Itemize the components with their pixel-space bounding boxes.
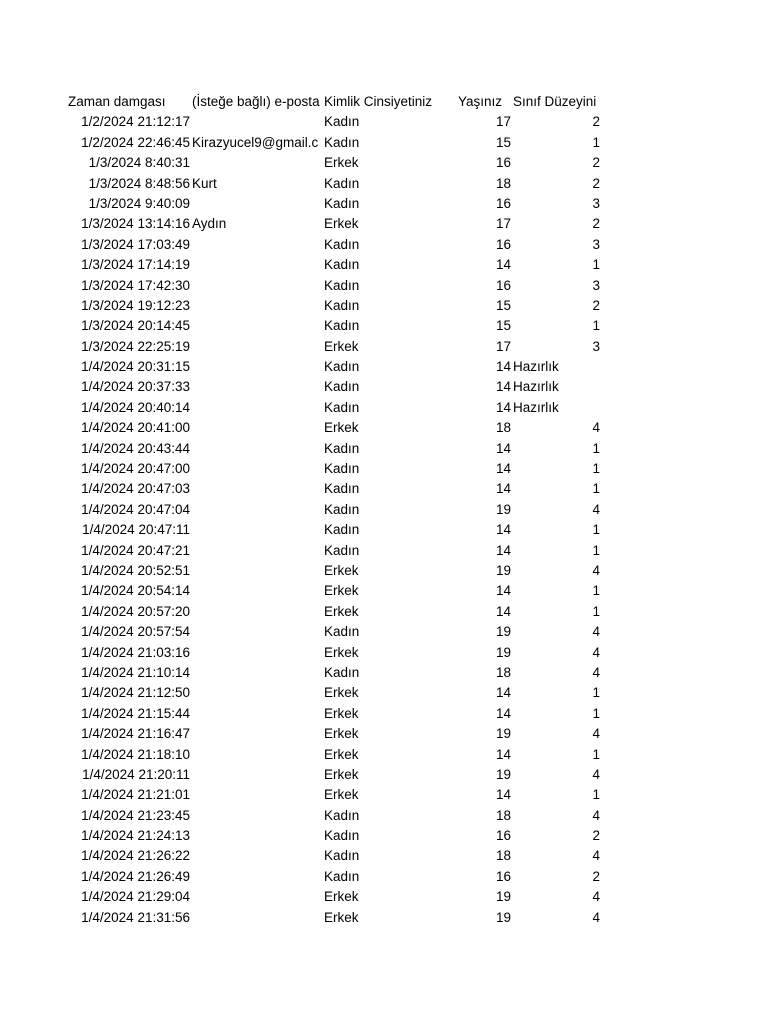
cell-age: 14 [495, 359, 511, 375]
table-row [0, 663, 768, 683]
cell-gender: Kadın [324, 399, 360, 415]
cell-age: 16 [495, 155, 511, 171]
cell-level: 3 [592, 236, 600, 252]
cell-timestamp: 1/4/2024 21:10:14 [81, 664, 190, 680]
table-row [0, 500, 768, 520]
cell-timestamp: 1/4/2024 21:29:04 [81, 889, 190, 905]
cell-gender: Kadın [324, 175, 360, 191]
table-row [0, 745, 768, 765]
cell-timestamp: 1/4/2024 21:03:16 [81, 644, 190, 660]
cell-gender: Kadın [324, 236, 360, 252]
header-email: (İsteğe bağlı) e-posta [192, 94, 320, 109]
table-row [0, 643, 768, 663]
cell-level: 2 [592, 216, 600, 232]
cell-gender: Erkek [324, 746, 359, 762]
cell-age: 17 [495, 338, 511, 354]
cell-age: 19 [495, 889, 511, 905]
cell-age: 14 [495, 481, 511, 497]
cell-timestamp: 1/4/2024 20:47:11 [82, 522, 190, 538]
cell-level: 4 [592, 889, 600, 905]
cell-level: 4 [592, 726, 600, 742]
cell-gender: Kadın [324, 828, 360, 844]
cell-gender: Kadın [324, 379, 360, 395]
cell-age: 18 [495, 848, 511, 864]
cell-gender: Erkek [324, 909, 359, 925]
cell-level: 1 [592, 705, 600, 721]
table-row [0, 255, 768, 275]
cell-level: 4 [592, 807, 600, 823]
cell-timestamp: 1/4/2024 21:12:50 [81, 685, 190, 701]
cell-level: 4 [592, 848, 600, 864]
cell-gender: Erkek [324, 338, 359, 354]
cell-timestamp: 1/4/2024 21:26:22 [81, 848, 190, 864]
cell-age: 18 [495, 420, 511, 436]
table-row [0, 846, 768, 866]
table-row [0, 337, 768, 357]
cell-gender: Erkek [324, 644, 359, 660]
table-row [0, 377, 768, 397]
cell-age: 14 [495, 685, 511, 701]
table-row [0, 602, 768, 622]
cell-gender: Kadın [324, 297, 360, 313]
cell-timestamp: 1/4/2024 21:16:47 [81, 726, 190, 742]
cell-timestamp: 1/3/2024 8:48:56 [88, 175, 190, 191]
cell-age: 19 [495, 501, 511, 517]
table-row [0, 908, 768, 928]
cell-timestamp: 1/4/2024 20:40:14 [81, 399, 190, 415]
cell-timestamp: 1/3/2024 20:14:45 [81, 318, 190, 334]
cell-age: 17 [495, 216, 511, 232]
cell-email: Kurt [192, 175, 217, 191]
cell-level: 1 [592, 522, 600, 538]
cell-level: 1 [592, 746, 600, 762]
header-age: Yaşınız [457, 94, 502, 109]
cell-timestamp: 1/4/2024 20:47:21 [81, 542, 190, 558]
cell-level: 3 [592, 338, 600, 354]
cell-age: 15 [495, 297, 511, 313]
cell-level: 1 [592, 257, 600, 273]
cell-gender: Kadın [324, 522, 360, 538]
cell-age: 16 [495, 277, 511, 293]
cell-age: 14 [495, 461, 511, 477]
cell-timestamp: 1/3/2024 8:40:31 [88, 155, 190, 171]
cell-gender: Erkek [324, 603, 359, 619]
table-row [0, 418, 768, 438]
table-row [0, 622, 768, 642]
header-timestamp: Zaman damgası [68, 94, 166, 109]
cell-level: 4 [592, 420, 600, 436]
cell-gender: Kadın [324, 868, 360, 884]
cell-gender: Erkek [324, 889, 359, 905]
table-row [0, 887, 768, 907]
cell-timestamp: 1/3/2024 22:25:19 [81, 338, 190, 354]
table-row [0, 357, 768, 377]
cell-gender: Erkek [324, 685, 359, 701]
cell-age: 19 [495, 766, 511, 782]
cell-age: 14 [495, 603, 511, 619]
cell-level: 4 [592, 909, 600, 925]
cell-level: 3 [592, 195, 600, 211]
cell-timestamp: 1/4/2024 21:24:13 [81, 828, 190, 844]
cell-level: 2 [592, 828, 600, 844]
cell-age: 18 [495, 664, 511, 680]
data-table [0, 92, 768, 928]
cell-age: 19 [495, 624, 511, 640]
cell-gender: Kadın [324, 542, 360, 558]
cell-email: Aydın [192, 216, 227, 232]
cell-age: 14 [495, 583, 511, 599]
table-row [0, 235, 768, 255]
cell-email: Kirazyucel9@gmail.c [192, 134, 319, 150]
cell-level: 1 [592, 603, 600, 619]
cell-timestamp: 1/4/2024 21:18:10 [81, 746, 190, 762]
cell-timestamp: 1/3/2024 17:42:30 [81, 277, 190, 293]
cell-gender: Kadın [324, 114, 360, 130]
cell-age: 18 [495, 175, 511, 191]
cell-gender: Erkek [324, 705, 359, 721]
cell-timestamp: 1/4/2024 20:57:54 [81, 624, 190, 640]
cell-timestamp: 1/4/2024 20:47:00 [81, 461, 190, 477]
table-row [0, 541, 768, 561]
cell-level: 3 [592, 277, 600, 293]
cell-age: 19 [495, 644, 511, 660]
table-row [0, 785, 768, 805]
cell-gender: Kadın [324, 318, 360, 334]
cell-timestamp: 1/4/2024 21:26:49 [81, 868, 190, 884]
cell-age: 14 [495, 399, 511, 415]
cell-gender: Erkek [324, 726, 359, 742]
cell-timestamp: 1/4/2024 20:47:03 [81, 481, 190, 497]
cell-gender: Kadın [324, 664, 360, 680]
cell-level: 4 [592, 624, 600, 640]
cell-timestamp: 1/4/2024 20:57:20 [81, 603, 190, 619]
table-row [0, 316, 768, 336]
cell-level: Hazırlık [513, 379, 559, 395]
cell-level: 2 [592, 155, 600, 171]
cell-age: 14 [495, 257, 511, 273]
cell-age: 14 [495, 522, 511, 538]
cell-timestamp: 1/4/2024 20:31:15 [81, 359, 190, 375]
table-row [0, 174, 768, 194]
cell-age: 14 [495, 440, 511, 456]
cell-gender: Erkek [324, 787, 359, 803]
cell-age: 15 [495, 318, 511, 334]
cell-level: 1 [592, 481, 600, 497]
cell-gender: Erkek [324, 420, 359, 436]
cell-gender: Erkek [324, 766, 359, 782]
cell-level: 2 [592, 297, 600, 313]
cell-level: 2 [592, 868, 600, 884]
table-row [0, 153, 768, 173]
cell-timestamp: 1/3/2024 17:03:49 [81, 236, 190, 252]
cell-timestamp: 1/3/2024 17:14:19 [81, 257, 190, 273]
table-row [0, 806, 768, 826]
table-row [0, 520, 768, 540]
table-row [0, 194, 768, 214]
cell-age: 16 [495, 195, 511, 211]
cell-level: 2 [592, 175, 600, 191]
table-row [0, 479, 768, 499]
cell-timestamp: 1/4/2024 21:21:01 [81, 787, 190, 803]
table-row [0, 133, 768, 153]
table-row [0, 765, 768, 785]
table-row [0, 459, 768, 479]
cell-gender: Kadın [324, 501, 360, 517]
cell-gender: Kadın [324, 848, 360, 864]
cell-level: 4 [592, 562, 600, 578]
table-row [0, 214, 768, 234]
cell-age: 17 [495, 114, 511, 130]
cell-level: 4 [592, 644, 600, 660]
cell-gender: Kadın [324, 461, 360, 477]
table-row [0, 826, 768, 846]
table-row [0, 581, 768, 601]
cell-age: 14 [495, 705, 511, 721]
cell-level: 1 [592, 461, 600, 477]
cell-timestamp: 1/4/2024 21:23:45 [81, 807, 190, 823]
cell-gender: Erkek [324, 562, 359, 578]
cell-level: 4 [592, 501, 600, 517]
table-row [0, 561, 768, 581]
cell-level: Hazırlık [513, 359, 559, 375]
cell-timestamp: 1/4/2024 20:47:04 [81, 501, 190, 517]
cell-timestamp: 1/4/2024 20:43:44 [81, 440, 190, 456]
cell-level: 4 [592, 664, 600, 680]
header-gender: Kimlik Cinsiyetiniz [324, 94, 433, 109]
table-row [0, 296, 768, 316]
table-row [0, 704, 768, 724]
table-row [0, 112, 768, 132]
table-row [0, 683, 768, 703]
cell-age: 18 [495, 807, 511, 823]
cell-gender: Kadın [324, 195, 360, 211]
cell-age: 14 [495, 787, 511, 803]
cell-gender: Erkek [324, 155, 359, 171]
cell-level: Hazırlık [513, 399, 559, 415]
cell-gender: Kadın [324, 807, 360, 823]
cell-gender: Kadın [324, 359, 360, 375]
cell-gender: Kadın [324, 277, 360, 293]
cell-timestamp: 1/4/2024 20:52:51 [81, 562, 190, 578]
table-row [0, 724, 768, 744]
cell-age: 16 [495, 828, 511, 844]
table-row [0, 398, 768, 418]
header-level: Sınıf Düzeyini [513, 94, 597, 109]
cell-level: 2 [592, 114, 600, 130]
cell-level: 1 [592, 583, 600, 599]
cell-gender: Erkek [324, 583, 359, 599]
cell-age: 16 [495, 868, 511, 884]
cell-level: 1 [592, 542, 600, 558]
cell-timestamp: 1/2/2024 22:46:45 [81, 134, 190, 150]
cell-level: 1 [592, 685, 600, 701]
cell-age: 19 [495, 726, 511, 742]
cell-age: 19 [495, 909, 511, 925]
cell-level: 1 [592, 787, 600, 803]
cell-timestamp: 1/4/2024 21:31:56 [81, 909, 190, 925]
cell-timestamp: 1/3/2024 13:14:16 [81, 216, 190, 232]
cell-age: 19 [495, 562, 511, 578]
cell-age: 14 [495, 542, 511, 558]
cell-gender: Kadın [324, 481, 360, 497]
cell-gender: Kadın [324, 624, 360, 640]
cell-timestamp: 1/4/2024 21:20:11 [82, 766, 190, 782]
cell-gender: Kadın [324, 134, 360, 150]
table-body [0, 112, 768, 928]
cell-age: 14 [495, 746, 511, 762]
cell-level: 1 [592, 134, 600, 150]
table-row [0, 276, 768, 296]
cell-timestamp: 1/3/2024 19:12:23 [81, 297, 190, 313]
cell-level: 1 [592, 318, 600, 334]
cell-timestamp: 1/3/2024 9:40:09 [88, 195, 190, 211]
cell-level: 1 [592, 440, 600, 456]
cell-gender: Kadın [324, 257, 360, 273]
cell-timestamp: 1/2/2024 21:12:17 [81, 114, 190, 130]
table-row [0, 439, 768, 459]
cell-age: 14 [495, 379, 511, 395]
cell-age: 16 [495, 236, 511, 252]
cell-age: 15 [495, 134, 511, 150]
cell-timestamp: 1/4/2024 20:37:33 [81, 379, 190, 395]
cell-timestamp: 1/4/2024 20:41:00 [81, 420, 190, 436]
cell-timestamp: 1/4/2024 20:54:14 [81, 583, 190, 599]
table-row [0, 867, 768, 887]
cell-level: 4 [592, 766, 600, 782]
cell-gender: Erkek [324, 216, 359, 232]
cell-gender: Kadın [324, 440, 360, 456]
header-row [0, 92, 768, 112]
cell-timestamp: 1/4/2024 21:15:44 [81, 705, 190, 721]
